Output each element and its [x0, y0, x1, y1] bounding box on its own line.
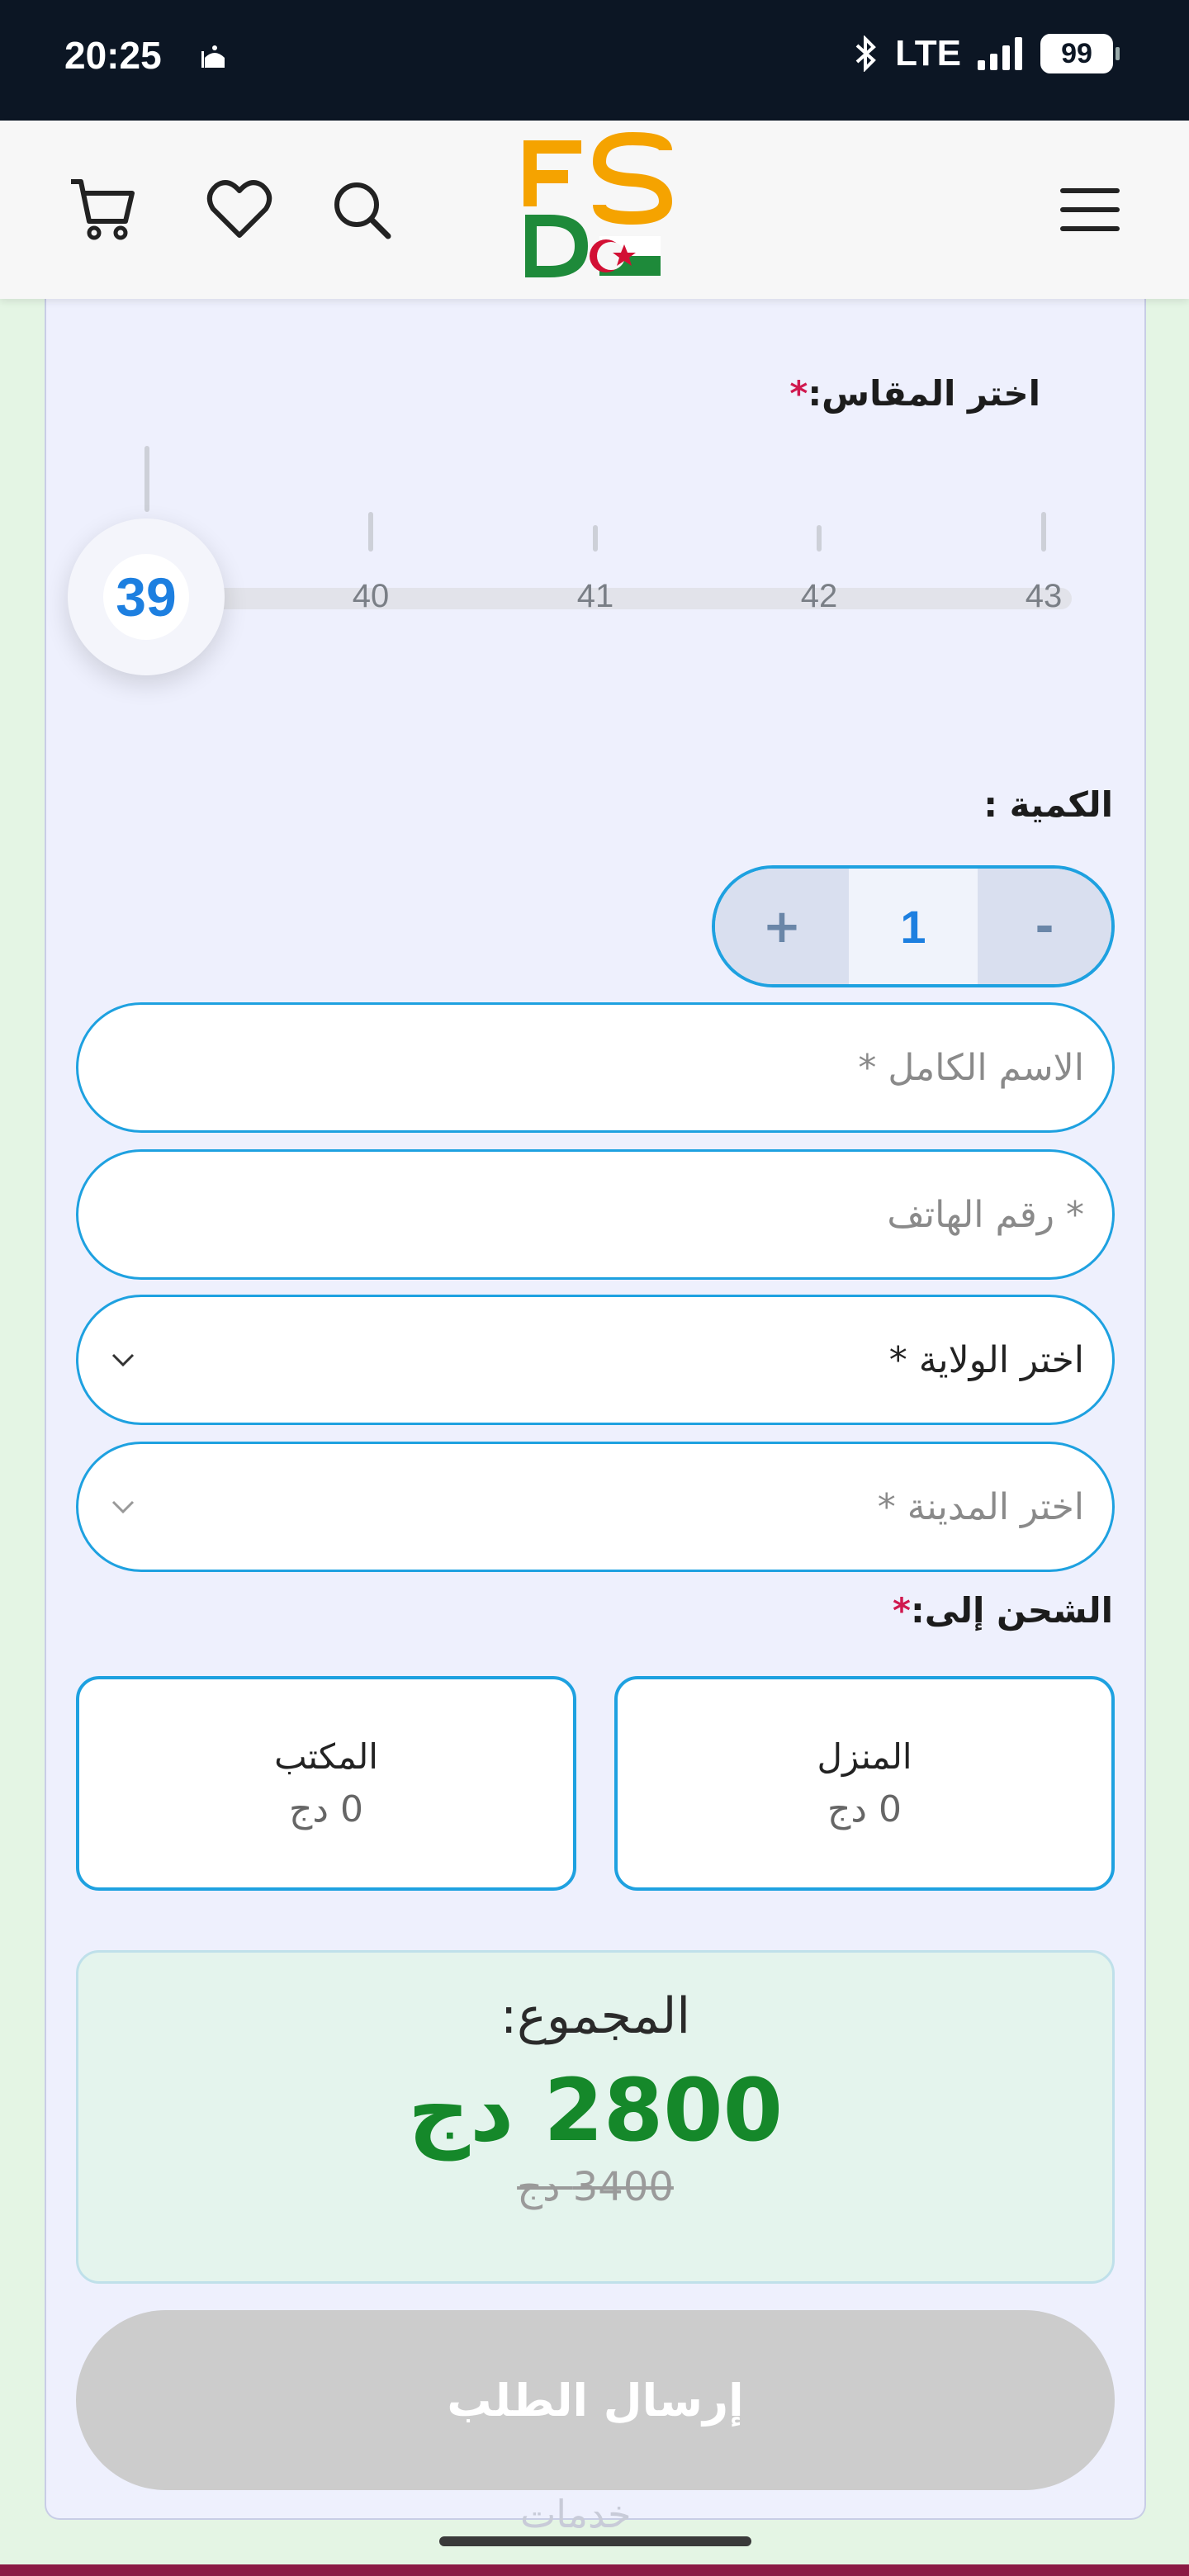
- shipping-option-name: المنزل: [817, 1736, 912, 1777]
- size-option-40[interactable]: 40: [352, 578, 390, 614]
- status-bar: [0, 0, 1189, 121]
- submit-order-button[interactable]: إرسال الطلب: [76, 2310, 1115, 2490]
- total-label: المجموع:: [500, 1987, 691, 2045]
- city-select-value: اختر المدينة *: [877, 1485, 1084, 1528]
- shipping-label: [893, 1590, 1113, 1631]
- size-tick-41: [593, 525, 598, 552]
- quantity-increase-button[interactable]: +: [715, 869, 849, 984]
- size-option-42[interactable]: 42: [800, 578, 838, 614]
- quantity-decrease-button[interactable]: -: [978, 869, 1111, 984]
- status-icons: [852, 33, 1113, 74]
- network-type: LTE: [895, 33, 961, 73]
- city-select[interactable]: [76, 1442, 1115, 1572]
- size-option-43[interactable]: 43: [1025, 578, 1063, 614]
- shipping-option-name: المكتب: [274, 1736, 378, 1777]
- signal-icon: [976, 36, 1026, 72]
- size-tick-40: [368, 512, 373, 552]
- chevron-down-icon: [107, 1343, 140, 1376]
- bottom-bar: [0, 2564, 1189, 2576]
- size-slider-thumb[interactable]: [68, 519, 225, 675]
- heart-icon[interactable]: [200, 170, 279, 249]
- size-label-text: اختر المقاس:: [808, 373, 1040, 414]
- home-indicator[interactable]: [439, 2536, 751, 2546]
- menu-icon[interactable]: [1050, 170, 1130, 249]
- bluetooth-icon: [852, 36, 880, 72]
- selected-size: 39: [103, 554, 189, 640]
- quantity-stepper: [712, 865, 1115, 987]
- required-mark: *: [789, 373, 808, 414]
- shipping-option-price: 0 دج: [289, 1788, 363, 1830]
- chevron-down-icon: [107, 1490, 140, 1523]
- state-select-value: اختر الولاية *: [888, 1338, 1084, 1381]
- required-mark: *: [892, 1590, 911, 1631]
- state-select[interactable]: [76, 1295, 1115, 1425]
- quantity-label: الكمية :: [983, 784, 1113, 825]
- site-logo[interactable]: [520, 132, 677, 289]
- size-label: [789, 373, 1040, 414]
- phone-field: [76, 1149, 1115, 1280]
- shipping-label-text: الشحن إلى:: [910, 1590, 1113, 1631]
- size-tick-43: [1041, 512, 1046, 552]
- mosque-notification-icon: [198, 40, 231, 73]
- quantity-value: 1: [849, 869, 978, 984]
- cart-icon[interactable]: [63, 170, 142, 249]
- search-icon[interactable]: [322, 170, 401, 249]
- size-tick-42: [817, 525, 822, 552]
- size-option-41[interactable]: 41: [576, 578, 614, 614]
- shipping-option-price: 0 دج: [827, 1788, 902, 1830]
- phone-input[interactable]: [107, 1152, 1084, 1277]
- total-price: 2800 دج: [408, 2060, 783, 2161]
- battery-icon: 99: [1040, 34, 1113, 73]
- size-tick-39: [144, 446, 149, 512]
- original-price: 3400 دج: [517, 2164, 674, 2210]
- shipping-option-office[interactable]: [76, 1676, 576, 1891]
- site-header: [0, 121, 1189, 299]
- order-total-box: [76, 1950, 1115, 2284]
- status-time: 20:25: [64, 34, 162, 77]
- full-name-input[interactable]: [107, 1005, 1084, 1130]
- shipping-option-home[interactable]: [614, 1676, 1115, 1891]
- full-name-field: [76, 1002, 1115, 1133]
- footer-partial-text: خدمات: [520, 2492, 632, 2536]
